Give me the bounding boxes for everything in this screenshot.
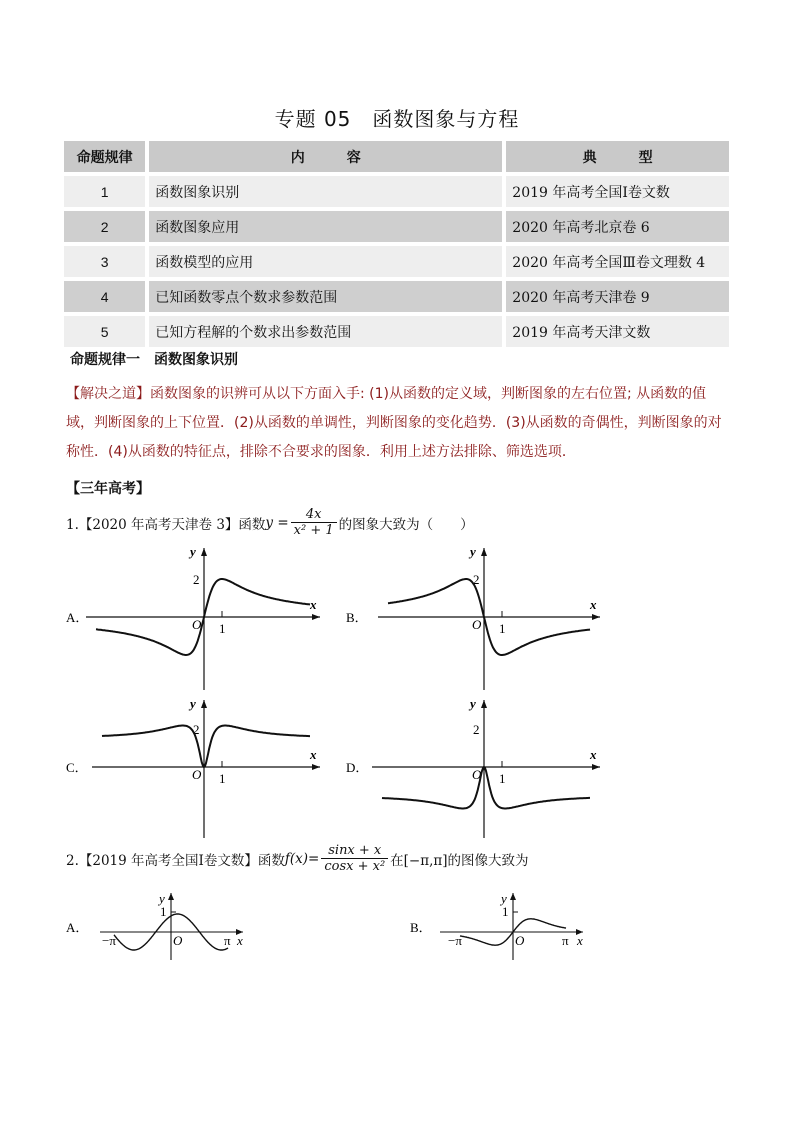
x-max-label: π [562, 933, 569, 948]
x-axis-label: x [237, 933, 243, 948]
row-example: 2020 年高考全国Ⅲ卷文理数 4 [506, 246, 729, 277]
option-label: B． [410, 920, 432, 935]
graph-curve [102, 726, 310, 768]
q2-suffix: 在[−π,π]的图像大致为 [390, 852, 529, 869]
header-rule: 命题规律 [64, 141, 145, 172]
y-axis-arrow [201, 548, 207, 556]
q2-numerator: sinx + x [328, 843, 382, 858]
y-axis-label: y [190, 544, 196, 559]
section-title: 命题规律一 函数图象识别 [70, 352, 238, 368]
y-tick-label: 2 [473, 572, 480, 587]
x-tick-label: 1 [499, 621, 506, 636]
q1-numerator: 4x [305, 507, 322, 522]
y-axis-label: y [470, 544, 476, 559]
y-tick-label: 1 [160, 904, 167, 919]
x-axis-label: x [310, 597, 317, 612]
y-tick-label: 2 [193, 722, 200, 737]
option-label: D． [346, 760, 369, 775]
option-label: A． [66, 610, 89, 625]
row-number: 2 [64, 211, 145, 242]
row-number: 4 [64, 281, 145, 312]
origin-label: O [515, 933, 525, 948]
y-tick-label: 2 [473, 722, 480, 737]
y-tick-label: 2 [193, 572, 200, 587]
row-content: 函数模型的应用 [149, 246, 502, 277]
y-axis-label: y [501, 891, 507, 906]
q1-lhs: y = [265, 514, 289, 531]
option-label: C． [66, 760, 88, 775]
option-label: A． [66, 920, 89, 935]
q1-prefix: 1.【2020 年高考天津卷 3】函数 [66, 516, 266, 533]
header-example: 典 型 [506, 141, 729, 172]
x-tick-label: 1 [219, 621, 226, 636]
method-tag: 【解决之道】 [66, 386, 150, 402]
x-axis-arrow [312, 764, 320, 770]
y-axis-arrow [168, 893, 174, 900]
row-content: 已知函数零点个数求参数范围 [149, 281, 502, 312]
graph-curve [382, 767, 590, 809]
row-number: 3 [64, 246, 145, 277]
three-years-heading: 【三年高考】 [66, 481, 150, 497]
y-axis-arrow [201, 700, 207, 708]
y-axis-arrow [481, 548, 487, 556]
x-min-label: −π [102, 933, 116, 948]
y-tick-label: 1 [502, 904, 509, 919]
row-example: 2019 年高考全国Ⅰ卷文数 [506, 176, 729, 207]
q2-lhs: f(x)= [284, 850, 320, 867]
origin-label: O [192, 617, 202, 632]
method-text: 函数图象的识辨可从以下方面入手: (1)从函数的定义域，判断图象的左右位置; 从函数的值域，判断图象的上下位置．(2)从函数的单调性，判断图象的变化趋势．(3)从函数的奇偶性，判断图象的对称性．(4)从函数的特征点，排除不合要求的图象．利用上述方法排除、筛选选项． [66, 386, 722, 460]
page-title: 专题 05 函数图象与方程 [274, 107, 520, 131]
origin-label: O [472, 767, 482, 782]
x-min-label: −π [448, 933, 462, 948]
origin-label: O [192, 767, 202, 782]
q2-prefix: 2.【2019 年高考全国Ⅰ卷文数】函数 [66, 852, 285, 869]
x-axis-label: x [310, 747, 317, 762]
y-axis-label: y [159, 891, 165, 906]
row-content: 函数图象识别 [149, 176, 502, 207]
row-number: 1 [64, 176, 145, 207]
x-axis-arrow [312, 614, 320, 620]
y-axis-arrow [510, 893, 516, 900]
x-tick-label: 1 [219, 771, 226, 786]
y-axis-label: y [190, 696, 196, 711]
row-example: 2019 年高考天津文数 [506, 316, 729, 347]
x-max-label: π [224, 933, 231, 948]
q1-suffix: 的图象大致为（ ） [338, 516, 474, 533]
origin-label: O [472, 617, 482, 632]
row-example: 2020 年高考北京卷 6 [506, 211, 729, 242]
q1-denominator: x² + 1 [291, 522, 337, 538]
x-axis-label: x [590, 597, 597, 612]
x-axis-arrow [592, 614, 600, 620]
header-content: 内 容 [149, 141, 502, 172]
origin-label: O [173, 933, 183, 948]
y-axis-label: y [470, 696, 476, 711]
y-axis-arrow [481, 700, 487, 708]
x-axis-label: x [590, 747, 597, 762]
row-number: 5 [64, 316, 145, 347]
row-content: 函数图象应用 [149, 211, 502, 242]
x-axis-arrow [592, 764, 600, 770]
row-example: 2020 年高考天津卷 9 [506, 281, 729, 312]
row-content: 已知方程解的个数求出参数范围 [149, 316, 502, 347]
x-axis-label: x [577, 933, 583, 948]
q2-denominator: cosx + x² [321, 858, 388, 874]
option-label: B． [346, 610, 368, 625]
x-tick-label: 1 [499, 771, 506, 786]
